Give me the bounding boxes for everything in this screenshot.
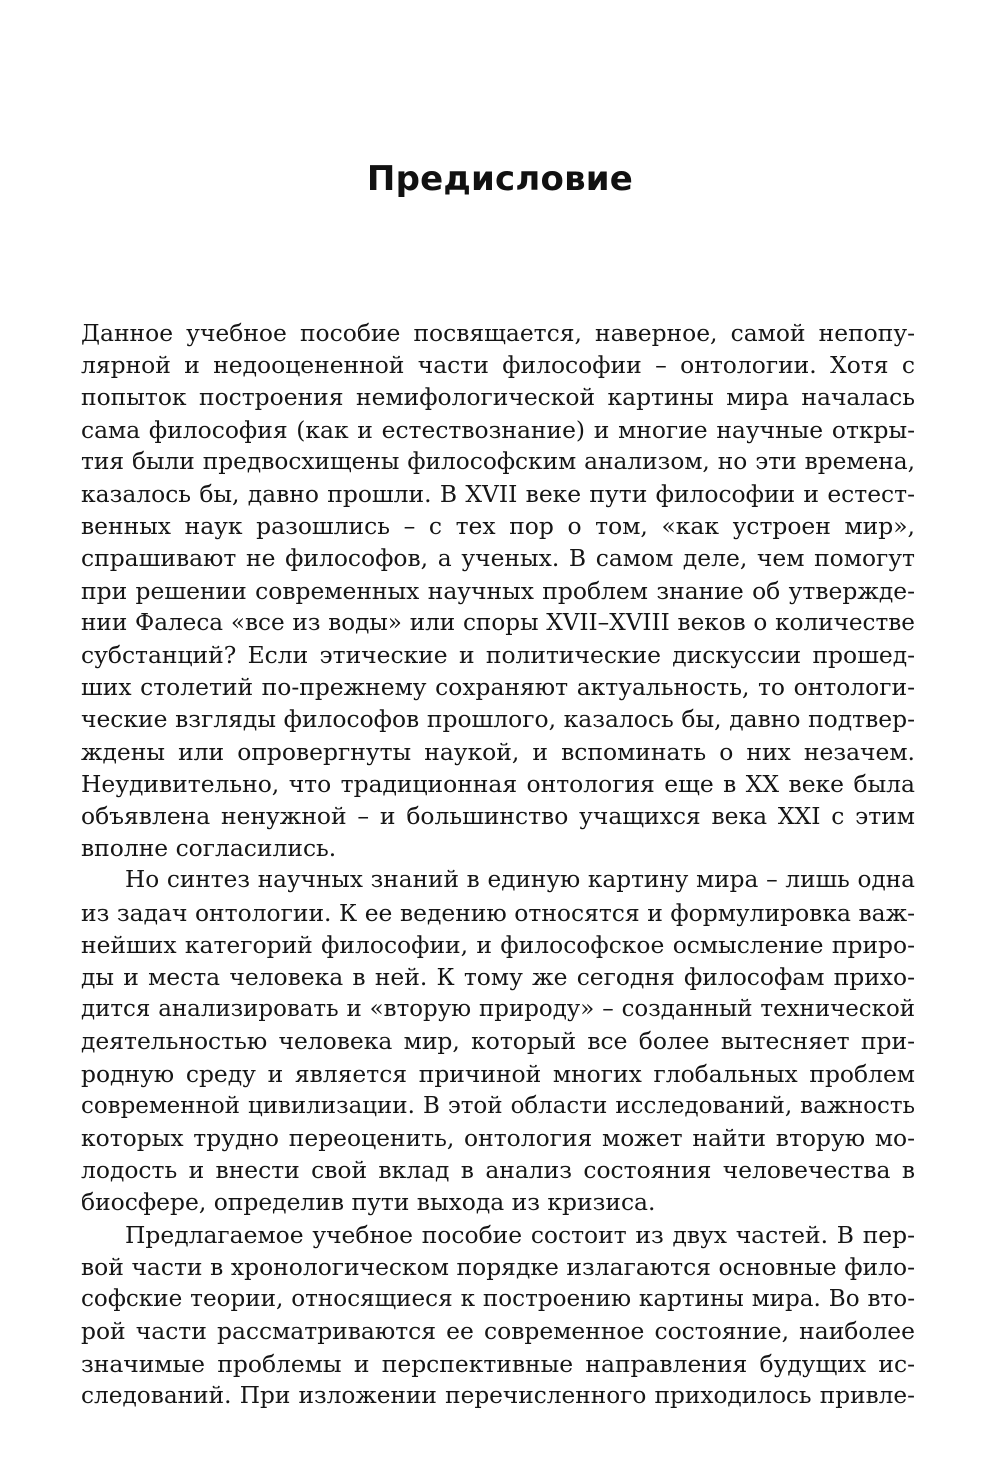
text-line: родную среду и является причиной многих глобальных проблем [81, 1059, 915, 1088]
text-line: попыток построения немифологической картины мира началась [81, 383, 915, 412]
text-line: ческие взгляды философов прошлого, казалось бы, давно подтвер- [81, 705, 915, 734]
text-line: Предлагаемое учебное пособие состоит из двух частей. В пер- [125, 1220, 915, 1249]
paragraph-3 [81, 1219, 915, 1412]
paragraph-2 [81, 864, 915, 1218]
text-line: из задач онтологии. К ее ведению относятся и формулировка важ- [81, 898, 915, 927]
text-line: спрашивают не философов, а ученых. В самом деле, чем помогут [81, 544, 915, 573]
paragraph-1 [81, 317, 915, 864]
text-line: софские теории, относящиеся к построению картины мира. Во вто- [81, 1286, 915, 1313]
text-line: биосфере, определив пути выхода из кризиса. [81, 1188, 656, 1217]
text-line: субстанций? Если этические и политические дискуссии прошед- [81, 641, 915, 670]
text-line: Но синтез научных знаний в единую картину мира – лишь одна [125, 866, 915, 894]
text-line: нии Фалеса «все из воды» или споры XVII–XVIII веков о количестве [81, 609, 915, 636]
text-line: нейших категорий философии, и философское осмысление приро- [81, 930, 915, 959]
text-line: которых трудно переоценить, онтология может найти вторую мо- [81, 1124, 915, 1153]
text-line: Данное учебное пособие посвящается, наверное, самой непопу- [81, 319, 915, 347]
text-line: вполне согласились. [81, 834, 337, 863]
text-line: ды и места человека в ней. К тому же сегодня философам прихо- [81, 963, 915, 992]
text-line: значимые проблемы и перспективные направления будущих ис- [81, 1349, 915, 1378]
text-line: венных наук разошлись – с тех пор о том, «как устроен мир», [81, 512, 915, 541]
text-line: объявлена ненужной – и большинство учащихся века XXI с этим [81, 802, 915, 831]
text-line: тия были предвосхищены философским анализом, но эти времена, [81, 447, 915, 475]
body-text [81, 317, 915, 1412]
text-line: казалось бы, давно прошли. В XVII веке пути философии и естест- [81, 480, 915, 509]
text-line: Неудивительно, что традиционная онтология еще в XX веке была [81, 769, 915, 798]
page-title: Предисловие [366, 159, 634, 199]
text-line: лярной и недооцененной части философии – онтологии. Хотя с [81, 351, 915, 380]
text-line: деятельностью человека мир, который все более вытесняет при- [81, 1027, 915, 1056]
text-line: ших столетий по-прежнему сохраняют актуальность, то онтологи- [81, 673, 915, 702]
text-line: при решении современных научных проблем знание об утвержде- [81, 576, 915, 605]
text-line: вой части в хронологическом порядке излагаются основные фило- [81, 1252, 915, 1281]
text-line: современной цивилизации. В этой области исследований, важность [81, 1092, 915, 1119]
text-line: лодость и внести свой вклад в анализ состояния человечества в [81, 1156, 915, 1185]
text-line: сама философия (как и естествознание) и многие научные откры- [81, 415, 915, 444]
text-line: следований. При изложении перечисленного приходилось привле- [81, 1381, 915, 1409]
text-line: рой части рассматриваются ее современное состояние, наиболее [81, 1317, 915, 1346]
text-line: ждены или опровергнуты наукой, и вспоминать о них незачем. [81, 737, 915, 766]
text-line: дится анализировать и «вторую природу» – созданный технической [81, 996, 915, 1023]
